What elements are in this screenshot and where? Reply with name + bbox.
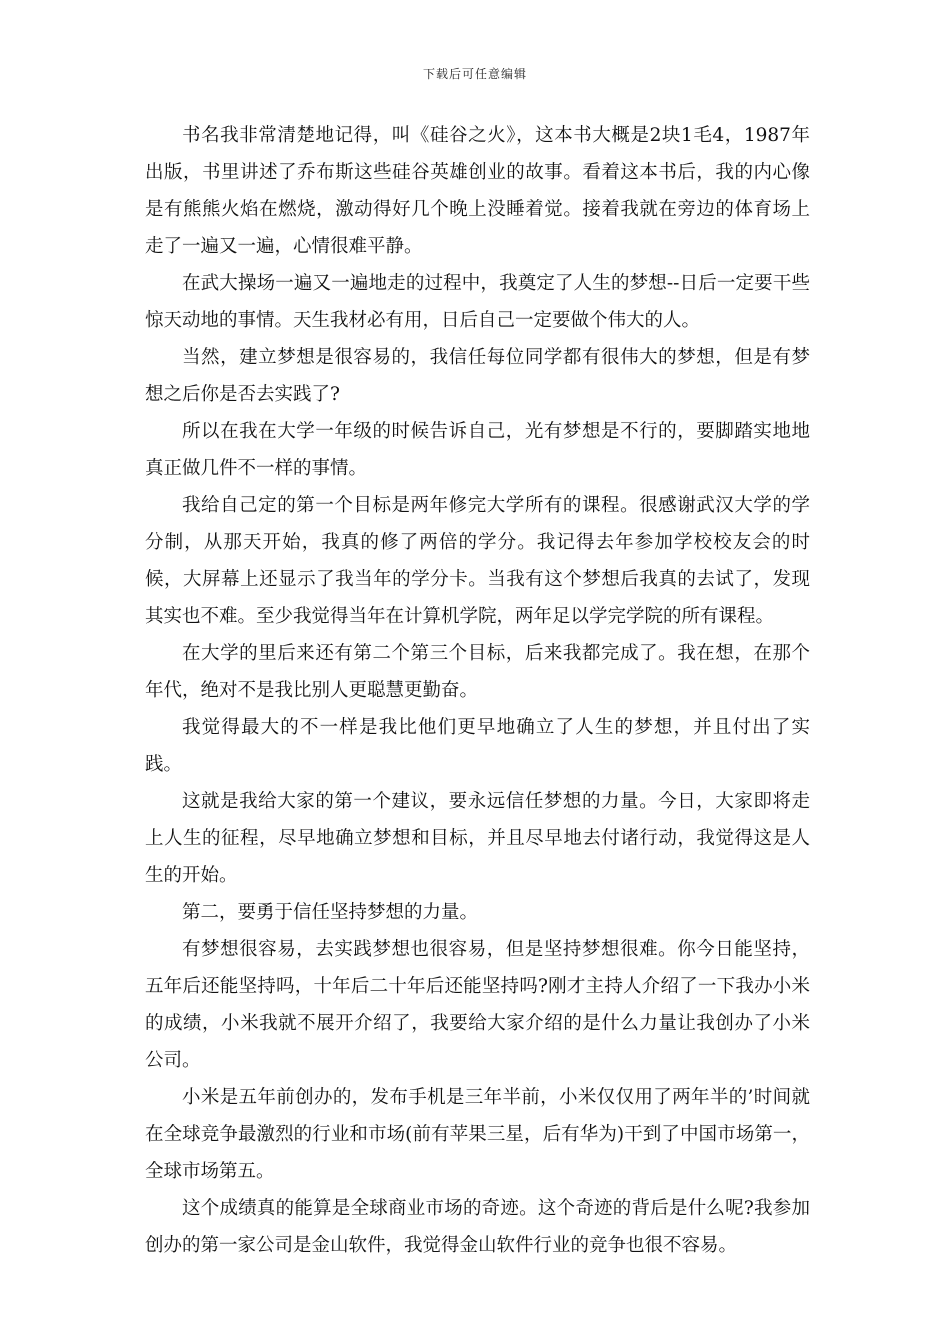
paragraph-7: 我觉得最大的不一样是我比他们更早地确立了人生的梦想，并且付出了实践。 [145,717,810,775]
paragraph-1: 书名我非常清楚地记得，叫《硅谷之火》，这本书大概是2块1毛4，1987年出版，书里讲述了乔布斯这些硅谷英雄创业的故事。看着这本书后，我的内心像是有熊熊火焰在燃烧，激动得好几个晚上没睡着觉。接着我就在旁边的体育场上走了一遍又一遍，心情很难平静。 [145,125,810,257]
document-body [145,117,810,1264]
paragraph-3: 当然，建立梦想是很容易的，我信任每位同学都有很伟大的梦想，但是有梦想之后你是否去实践了? [145,347,810,405]
paragraph-9: 第二，要勇于信任坚持梦想的力量。 [182,902,479,923]
paragraph-12: 这个成绩真的能算是全球商业市场的奇迹。这个奇迹的背后是什么呢?我参加创办的第一家公司是金山软件，我觉得金山软件行业的竞争也很不容易。 [145,1198,810,1256]
paragraph-2: 在武大操场一遍又一遍地走的过程中，我奠定了人生的梦想--日后一定要干些惊天动地的事情。天生我材必有用，日后自己一定要做个伟大的人。 [145,273,810,331]
paragraph-4: 所以在我在大学一年级的时候告诉自己，光有梦想是不行的，要脚踏实地地真正做几件不一样的事情。 [145,421,810,479]
paragraph-5: 我给自己定的第一个目标是两年修完大学所有的课程。很感谢武汉大学的学分制，从那天开始，我真的修了两倍的学分。我记得去年参加学校校友会的时候，大屏幕上还显示了我当年的学分卡。当我有这个梦想后我真的去试了，发现其实也不难。至少我觉得当年在计算机学院，两年足以学完学院的所有课程。 [145,495,810,627]
paragraph-6: 在大学的里后来还有第二个第三个目标，后来我都完成了。我在想，在那个年代，绝对不是我比别人更聪慧更勤奋。 [145,643,810,701]
paragraph-8: 这就是我给大家的第一个建议，要永远信任梦想的力量。今日，大家即将走上人生的征程，尽早地确立梦想和目标，并且尽早地去付诸行动，我觉得这是人生的开始。 [145,791,810,886]
paragraph-10: 有梦想很容易，去实践梦想也很容易，但是坚持梦想很难。你今日能坚持，五年后还能坚持吗，十年后二十年后还能坚持吗?刚才主持人介绍了一下我办小米的成绩，小米我就不展开介绍了，我要给大家介绍的是什么力量让我创办了小米公司。 [145,939,810,1071]
paragraph-11: 小米是五年前创办的，发布手机是三年半前，小米仅仅用了两年半的’时间就在全球竞争最激烈的行业和市场(前有苹果三星，后有华为)干到了中国市场第一，全球市场第五。 [145,1087,810,1182]
page-header: 下载后可任意编辑 [422,67,527,81]
